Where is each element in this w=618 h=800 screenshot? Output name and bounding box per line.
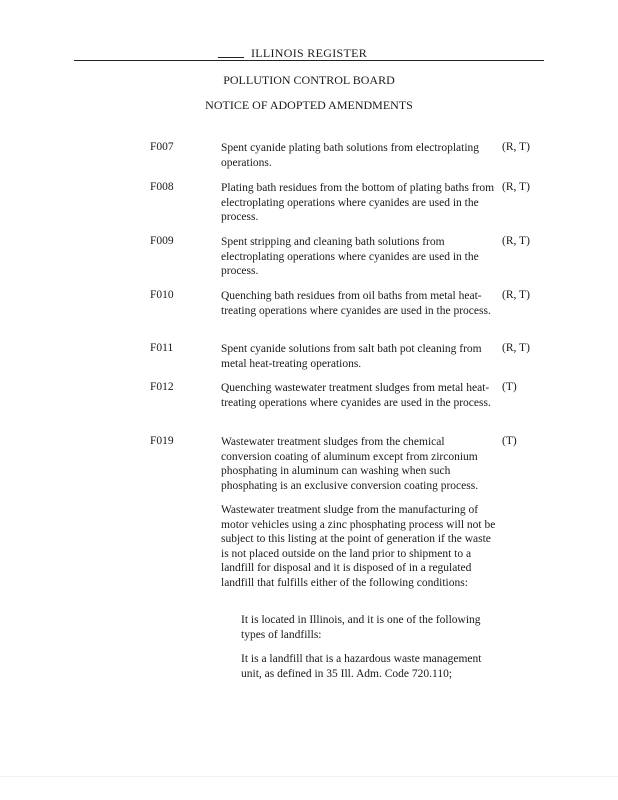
entry-description: Quenching bath residues from oil baths from metal heat-treating operations where cyanides are used in the process. bbox=[221, 290, 491, 317]
entry-hazard-code: (R, T) bbox=[502, 289, 530, 301]
entry-code: F007 bbox=[150, 141, 174, 153]
entry-code: F011 bbox=[150, 342, 174, 354]
entry-description: Wastewater treatment sludges from the chemical conversion coating of aluminum except from zirconium phosphating in aluminum can washing when such phosphating is an exclusive conversion coating process. bbox=[221, 436, 479, 492]
condition-paragraph: It is a landfill that is a hazardous waste management unit, as defined in 35 Ill. Adm. Code 720.110; bbox=[241, 653, 482, 680]
header-rule bbox=[74, 60, 544, 61]
notice-title: NOTICE OF ADOPTED AMENDMENTS bbox=[205, 98, 413, 112]
entry-hazard-code: (T) bbox=[502, 381, 517, 393]
board-name: POLLUTION CONTROL BOARD bbox=[223, 73, 395, 87]
register-title: ILLINOIS REGISTER bbox=[250, 46, 368, 60]
page-bottom-edge bbox=[0, 776, 618, 777]
entry-hazard-code: (R, T) bbox=[502, 181, 530, 193]
entry-hazard-code: (T) bbox=[502, 435, 517, 447]
entry-hazard-code: (R, T) bbox=[502, 342, 530, 354]
entry-description: Spent stripping and cleaning bath solutions from electroplating operations where cyanides are used in the process. bbox=[221, 236, 479, 277]
entry-code: F009 bbox=[150, 235, 174, 247]
header-rule-short bbox=[218, 57, 244, 58]
entry-description: Spent cyanide plating bath solutions from electroplating operations. bbox=[221, 142, 480, 169]
entry-code: F012 bbox=[150, 381, 174, 393]
entry-hazard-code: (R, T) bbox=[502, 141, 530, 153]
entry-code: F008 bbox=[150, 181, 174, 193]
entry-description: Quenching wastewater treatment sludges from metal heat-treating operations where cyanides are used in the process. bbox=[221, 382, 491, 409]
entry-description: Plating bath residues from the bottom of plating baths from electroplating operations where cyanides are used in the process. bbox=[221, 182, 495, 223]
entry-description: Spent cyanide solutions from salt bath pot cleaning from metal heat-treating operations. bbox=[221, 343, 482, 370]
condition-paragraph: It is located in Illinois, and it is one of the following types of landfills: bbox=[241, 614, 481, 641]
entry-code: F010 bbox=[150, 289, 174, 301]
entry-code: F019 bbox=[150, 435, 174, 447]
f019-exemption-paragraph: Wastewater treatment sludge from the manufacturing of motor vehicles using a zinc phosphating process will not be subject to this listing at the point of generation if the waste is not placed outside on the land prior to shipment to a landfill for disposal and it is disposed of in a regulated landfill that fulfills either of the following conditions: bbox=[221, 504, 496, 589]
entry-hazard-code: (R, T) bbox=[502, 235, 530, 247]
